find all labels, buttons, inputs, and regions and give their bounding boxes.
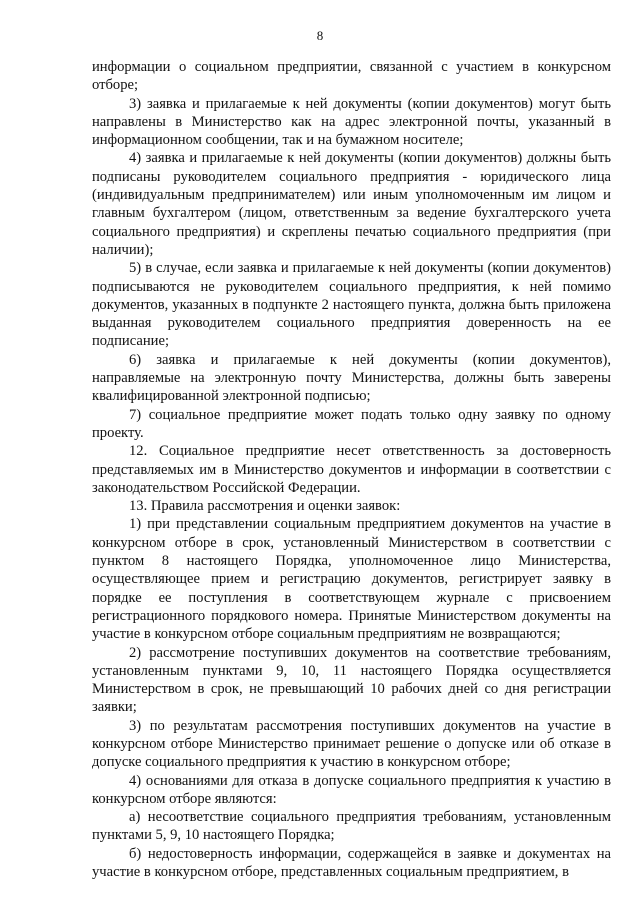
paragraph-13-item-3: 3) по результатам рассмотрения поступивших документов на участие в конкурсном отборе Министерство принимает решение о допуске или об отказе в допуске социального предприятия к участию в конкурсном отборе; <box>92 717 611 771</box>
paragraph-section-13-heading: 13. Правила рассмотрения и оценки заявок: <box>129 498 401 515</box>
paragraph-item-7: 7) социальное предприятие может подать только одну заявку по одному проекту. <box>92 406 611 441</box>
paragraph-13-item-4b: б) недостоверность информации, содержащейся в заявке и документах на участие в конкурсном отборе, представленных социальным предприятием, в <box>92 845 611 881</box>
paragraph-13-item-4a: а) несоответствие социального предприятия требованиям, установленным пунктами 5, 9, 10 настоящего Порядка; <box>92 809 611 844</box>
paragraph-section-12: 12. Социальное предприятие несет ответственность за достоверность представляемых им в Министерство документов и информации в соответствии с законодательством Российской Федерации. <box>92 443 611 496</box>
paragraph-13-item-4: 4) основаниями для отказа в допуске социального предприятия к участию в конкурсном отборе являются: <box>92 772 611 807</box>
paragraph-13-item-1: 1) при представлении социальным предприятием документов на участие в конкурсном отборе в срок, установленный Министерством в соответствии с пунктом 8 настоящего Порядка, уполномоченное лицо Министерства, осуществляющее прием и регистрацию документов, регистрирует заявку в порядке ее поступления в соответствующем журнале с присвоением регистрационного порядкового номера. Принятые Министерством документы на участие в конкурсном отборе социальным предприятиям не возвращаются; <box>92 516 611 643</box>
paragraph-item-5: 5) в случае, если заявка и прилагаемые к ней документы (копии документов) подписываются не руководителем социального предприятия, к ней помимо документов, указанных в подпункте 2 настоящего пункта, должна быть приложена выданная руководителем социального предприятия доверенность на ее подписание; <box>92 260 611 350</box>
page-number: 8 <box>316 28 324 43</box>
paragraph-item-3: 3) заявка и прилагаемые к ней документы (копии документов) могут быть направлены в Министерство как на адрес электронной почты, указанный в информационном сообщении, так и на бумажном носителе; <box>92 95 611 149</box>
paragraph-item-4: 4) заявка и прилагаемые к ней документы (копии документов) должны быть подписаны руководителем социального предприятия - юридического лица (индивидуальным предпринимателем) или иным уполномоченным им лицом и главным бухгалтером (лицом, ответственным за ведение бухгалтерского учета социального предприятия) и скреплены печатью социального предприятия (при наличии); <box>92 150 611 258</box>
paragraph-item-6: 6) заявка и прилагаемые к ней документы (копии документов), направляемые на электронную почту Министерства, должны быть заверены квалифицированной электронной подписью; <box>92 351 611 405</box>
paragraph-13-item-2: 2) рассмотрение поступивших документов на соответствие требованиям, установленным пунктами 9, 10, 11 настоящего Порядка осуществляется Министерством в срок, не превышающий 10 рабочих дней со дня регистрации заявки; <box>92 644 611 716</box>
document-body <box>92 58 611 881</box>
paragraph-continuation: информации о социальном предприятии, связанной с участием в конкурсном отборе; <box>92 59 611 94</box>
